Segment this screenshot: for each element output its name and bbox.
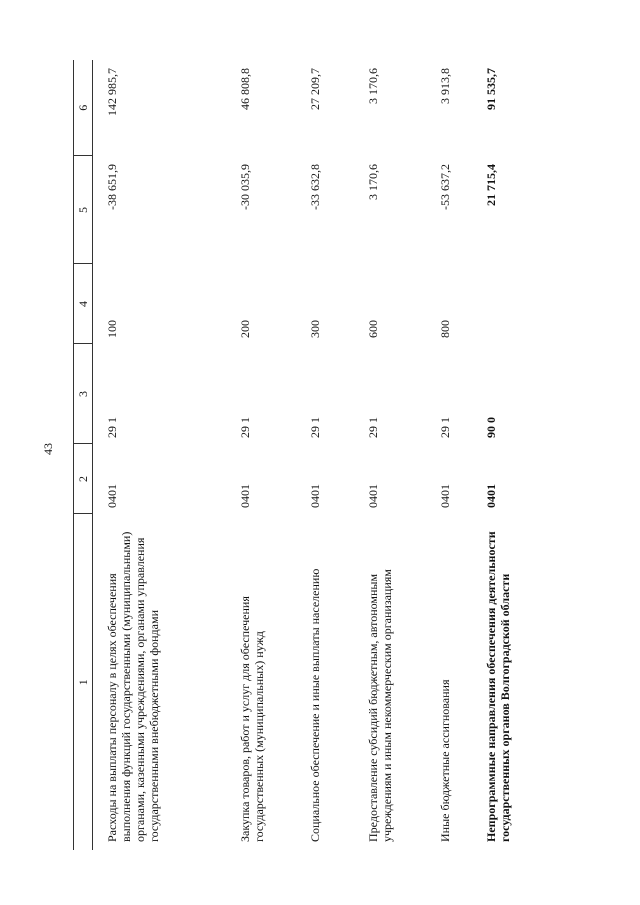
total-amount: 142 985,7 xyxy=(105,68,119,116)
total-amount: 27 209,7 xyxy=(308,68,322,110)
page-number: 43 xyxy=(41,443,55,455)
table-row xyxy=(226,60,296,850)
row-name: Иные бюджетные ассигнования xyxy=(438,679,452,842)
expense-type-code: 800 xyxy=(438,320,452,338)
header-col-3: 3 xyxy=(74,344,93,444)
change-amount: 3 170,6 xyxy=(366,164,380,200)
target-code: 29 1 xyxy=(238,417,252,438)
budget-table xyxy=(73,60,594,850)
section-code: 0401 xyxy=(105,484,119,508)
header-row xyxy=(74,60,93,850)
header-col-2: 2 xyxy=(74,444,93,514)
row-name: Социальное обеспечение и иные выплаты населению xyxy=(308,568,322,842)
table-row xyxy=(296,60,354,850)
header-col-5: 5 xyxy=(74,156,93,264)
section-code: 0401 xyxy=(238,484,252,508)
expense-type-code: 200 xyxy=(238,320,252,338)
expense-type-code xyxy=(472,264,594,344)
header-col-6: 6 xyxy=(74,60,93,156)
total-amount: 3 170,6 xyxy=(366,68,380,104)
target-code: 29 1 xyxy=(308,417,322,438)
change-amount: -33 632,8 xyxy=(308,164,322,210)
section-code: 0401 xyxy=(484,484,498,508)
row-name: Закупка товаров, работ и услуг для обеспечения государственных (муниципальных) нужд xyxy=(238,596,266,842)
change-amount: 21 715,4 xyxy=(484,164,498,206)
table-row xyxy=(93,60,227,850)
table-row-total xyxy=(472,60,594,850)
row-name: Предоставление субсидий бюджетным, автономным учреждениям и иным некоммерческим организациям xyxy=(366,569,394,842)
section-code: 0401 xyxy=(366,484,380,508)
header-col-1: 1 xyxy=(74,514,93,850)
expense-type-code: 300 xyxy=(308,320,322,338)
expense-type-code: 100 xyxy=(105,320,119,338)
target-code: 29 1 xyxy=(366,417,380,438)
row-name: Расходы на выплаты персоналу в целях обеспечения выполнения функций государственными (муниципальными) органами, казенными учреждениями, органами управления государственными внебюджетными фондами xyxy=(105,531,161,842)
header-col-4: 4 xyxy=(74,264,93,344)
expense-type-code: 600 xyxy=(366,320,380,338)
target-code: 29 1 xyxy=(105,417,119,438)
change-amount: -53 637,2 xyxy=(438,164,452,210)
total-amount: 91 535,7 xyxy=(484,68,498,110)
row-name: Непрограммные направления обеспечения деятельности государственных органов Волгоградской области xyxy=(484,531,512,842)
total-amount: 46 808,8 xyxy=(238,68,252,110)
section-code: 0401 xyxy=(438,484,452,508)
table-row xyxy=(354,60,426,850)
rotated-table-container xyxy=(73,50,593,850)
change-amount: -38 651,9 xyxy=(105,164,119,210)
table-row xyxy=(426,60,472,850)
total-amount: 3 913,8 xyxy=(438,68,452,104)
change-amount: -30 035,9 xyxy=(238,164,252,210)
section-code: 0401 xyxy=(308,484,322,508)
target-code: 29 1 xyxy=(438,417,452,438)
target-code: 90 0 xyxy=(484,417,498,438)
